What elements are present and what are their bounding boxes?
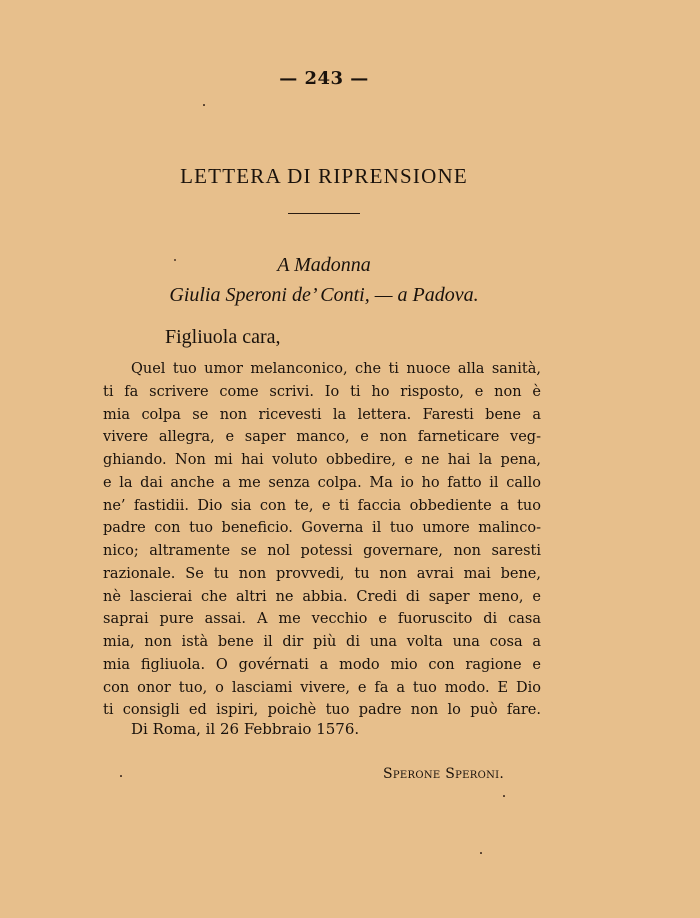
- paper-speck: [503, 795, 505, 797]
- body-line: e la dai anche a me senza colpa. Ma io ho fatto il callo: [103, 474, 541, 491]
- dateline: Di Roma, il 26 Febbraio 1576.: [131, 720, 360, 738]
- letter-title: LETTERA DI RIPRENSIONE: [180, 164, 468, 188]
- body-line: ghiando. Non mi hai voluto obbedire, e ne hai la pena,: [103, 452, 541, 468]
- body-line: razionale. Se tu non provvedi, tu non avrai mai bene,: [103, 565, 541, 582]
- body-line: con onor tuo, o lasciami vivere, e fa a tuo modo. E Dio: [103, 679, 541, 696]
- body-line: ti fa scrivere come scrivi. Io ti ho risposto, e non è: [103, 383, 541, 400]
- body-line: saprai pure assai. A me vecchio e fuoruscito di casa: [103, 611, 541, 628]
- addressee-line-1: A Madonna: [277, 254, 371, 276]
- body-line: vivere allegra, e saper manco, e non farneticare veg-: [103, 429, 541, 446]
- addressee-line-2: Giulia Speroni de’ Conti, — a Padova.: [169, 284, 479, 306]
- body-line: ne’ fastidii. Dio sia con te, e ti faccia obbediente a tuo: [103, 497, 541, 514]
- title-divider: [288, 213, 360, 214]
- body-line: padre con tuo beneficio. Governa il tuo umore malinco-: [103, 520, 541, 537]
- body-line: ti consigli ed ispiri, poichè tuo padre non lo può fare.: [103, 702, 541, 719]
- signature: Sperone Speroni.: [383, 766, 505, 782]
- body-line: mia figliuola. O govérnati a modo mio con ragione e: [103, 656, 541, 673]
- paper-speck: [174, 259, 176, 261]
- body-line: Quel tuo umor melanconico, che ti nuoce alla sanità,: [131, 361, 541, 377]
- letter-body: [103, 358, 541, 722]
- body-line: mia, non istà bene il dir più di una volta una cosa a: [103, 634, 541, 650]
- page-number: — 243 —: [279, 68, 369, 89]
- body-line: mia colpa se non ricevesti la lettera. Faresti bene a: [103, 406, 541, 423]
- body-line: nico; altramente se nol potessi governare, non saresti: [103, 543, 541, 559]
- paper-speck: [203, 104, 205, 106]
- paper-speck: [120, 775, 122, 777]
- salutation: Figliuola cara,: [165, 326, 281, 348]
- body-line: nè lascierai che altri ne abbia. Credi di saper meno, e: [103, 588, 541, 605]
- paper-speck: [480, 852, 482, 854]
